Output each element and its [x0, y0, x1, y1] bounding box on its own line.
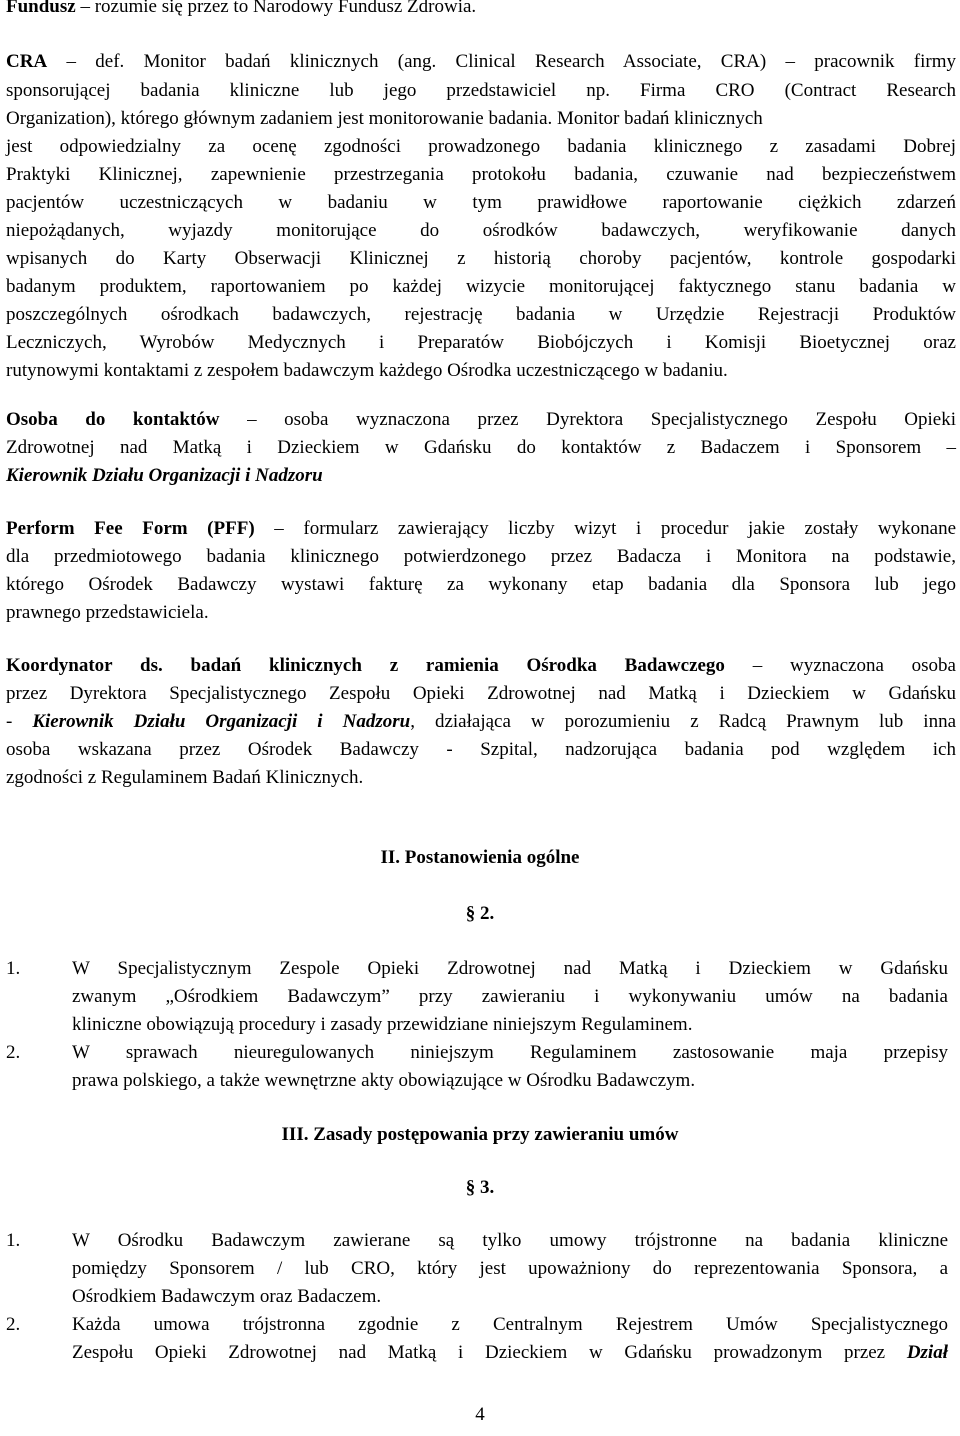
list-item-number: 1.: [6, 958, 21, 979]
definition-koordynator-line: osoba wskazana przez Ośrodek Badawczy - Szpital, nadzorująca badania pod względem ich: [6, 739, 956, 760]
term-fundusz: Fundusz: [6, 0, 76, 17]
definition-cra-line: badanym produktem, raportowaniem po każdej wizycie monitorującej faktycznego stanu badania w: [6, 276, 956, 297]
section-heading-2: II. Postanowienia ogólne: [380, 847, 580, 868]
definition-pff-line: którego Ośrodek Badawczy wystawi fakturę za wykonany etap badania dla Sponsora lub jego: [6, 574, 956, 595]
list-item-line: Ośrodkiem Badawczym oraz Badaczem.: [72, 1286, 382, 1307]
definition-cra-line: Leczniczych, Wyrobów Medycznych i Preparatów Biobójczych i Komisji Bioetycznej oraz: [6, 332, 956, 353]
definition-koordynator-line: przez Dyrektora Specjalistycznego Zespołu Opieki Zdrowotnej nad Matką i Dzieckiem w Gdańsku: [6, 683, 956, 704]
section-heading-3: III. Zasady postępowania przy zawieraniu umów: [281, 1124, 679, 1145]
definition-koordynator-line: zgodności z Regulaminem Badań Klinicznych.: [6, 767, 364, 788]
definition-cra-line: pacjentów uczestniczących w badaniu w tym prawidłowe raportowanie ciężkich zdarzeń: [6, 192, 956, 213]
term-osoba: Osoba do kontaktów: [6, 409, 220, 430]
definition-fundusz: [6, 0, 956, 18]
definition-cra-line: wpisanych do Karty Obserwacji Klinicznej z historią choroby pacjentów, kontrole gospodarki: [6, 248, 956, 269]
definition-pff-line: prawnego przedstawiciela.: [6, 602, 209, 623]
list-item-line: W sprawach nieuregulowanych niniejszym Regulaminem zastosowanie maja przepisy: [72, 1042, 948, 1063]
list-item-line: kliniczne obowiązują procedury i zasady przewidziane niniejszym Regulaminem.: [72, 1014, 693, 1035]
definition-cra-line: CRA – def. Monitor badań klinicznych (ang. Clinical Research Associate, CRA) – pracownik firmy: [6, 51, 956, 72]
list-item-line: Każda umowa trójstronna zgodnie z Centralnym Rejestrem Umów Specjalistycznego: [72, 1314, 948, 1335]
page-number: 4: [475, 1404, 485, 1425]
term-cra: CRA: [6, 51, 48, 72]
list-item-line: prawa polskiego, a także wewnętrzne akty obowiązujące w Ośrodku Badawczym.: [72, 1070, 696, 1091]
paragraph-mark-2: § 2.: [465, 903, 495, 924]
definition-pff: Perform Fee Form (PFF) – formularz zawierający liczby wizyt i procedur jakie zostały wykonane: [6, 518, 957, 539]
definition-fundusz-text: – rozumie się przez to Narodowy Fundusz Zdrowia.: [75, 0, 477, 17]
definition-osoba-line: Zdrowotnej nad Matką i Dzieckiem w Gdańsku do kontaktów z Badaczem i Sponsorem –: [6, 437, 956, 458]
term-koordynator: Koordynator ds. badań klinicznych z ramienia Ośrodka Badawczego: [6, 655, 725, 676]
paragraph-mark-3: § 3.: [465, 1177, 495, 1198]
definition-osoba-italic: Kierownik Działu Organizacji i Nadzoru: [6, 465, 323, 486]
definition-cra-line: Praktyki Klinicznej, zapewnienie przestrzegania protokołu badania, czuwanie nad bezpieczeństwem: [6, 164, 956, 185]
list-item-number: 1.: [6, 1230, 21, 1251]
list-item-line: pomiędzy Sponsorem / lub CRO, który jest upoważniony do reprezentowania Sponsora, a: [72, 1258, 948, 1279]
definition-osoba: Osoba do kontaktów – osoba wyznaczona przez Dyrektora Specjalistycznego Zespołu Opieki: [6, 409, 956, 430]
list-item-number: 2.: [6, 1042, 21, 1063]
definition-cra-line: poszczególnych ośrodkach badawczych, rejestrację badania w Urzędzie Rejestracji Produktów: [6, 304, 956, 325]
definition-koordynator-line: - Kierownik Działu Organizacji i Nadzoru, działająca w porozumieniu z Radcą Prawnym lub inna: [6, 711, 957, 732]
term-pff: Perform Fee Form (PFF): [6, 518, 255, 539]
definition-cra-line: jest odpowiedzialny za ocenę zgodności prowadzonego badania klinicznego z zasadami Dobrej: [6, 136, 956, 157]
definition-koordynator: Koordynator ds. badań klinicznych z ramienia Ośrodka Badawczego – wyznaczona osoba: [6, 655, 956, 676]
list-item-line: W Ośrodku Badawczym zawierane są tylko umowy trójstronne na badania kliniczne: [72, 1230, 948, 1251]
list-item-line: zwanym „Ośrodkiem Badawczym” przy zawieraniu i wykonywaniu umów na badania: [72, 986, 948, 1007]
list-item-line: Zespołu Opieki Zdrowotnej nad Matką i Dzieckiem w Gdańsku prowadzonym przez Dział: [72, 1342, 948, 1363]
definition-cra-line: sponsorującej badania kliniczne lub jego przedstawiciel np. Firma CRO (Contract Research: [6, 80, 956, 101]
definition-cra-line: Organization), którego głównym zadaniem jest monitorowanie badania. Monitor badań klinicznych: [6, 108, 763, 129]
definition-cra-line: niepożądanych, wyjazdy monitorujące do ośrodków badawczych, weryfikowanie danych: [6, 220, 956, 241]
definition-pff-line: dla przedmiotowego badania klinicznego potwierdzonego przez Badacza i Monitora na podstawie,: [6, 546, 956, 567]
list-item-number: 2.: [6, 1314, 21, 1335]
list-item-line: W Specjalistycznym Zespole Opieki Zdrowotnej nad Matką i Dzieckiem w Gdańsku: [72, 958, 948, 979]
definition-cra-line: rutynowymi kontaktami z zespołem badawczym każdego Ośrodka uczestniczącego w badaniu.: [6, 360, 728, 381]
